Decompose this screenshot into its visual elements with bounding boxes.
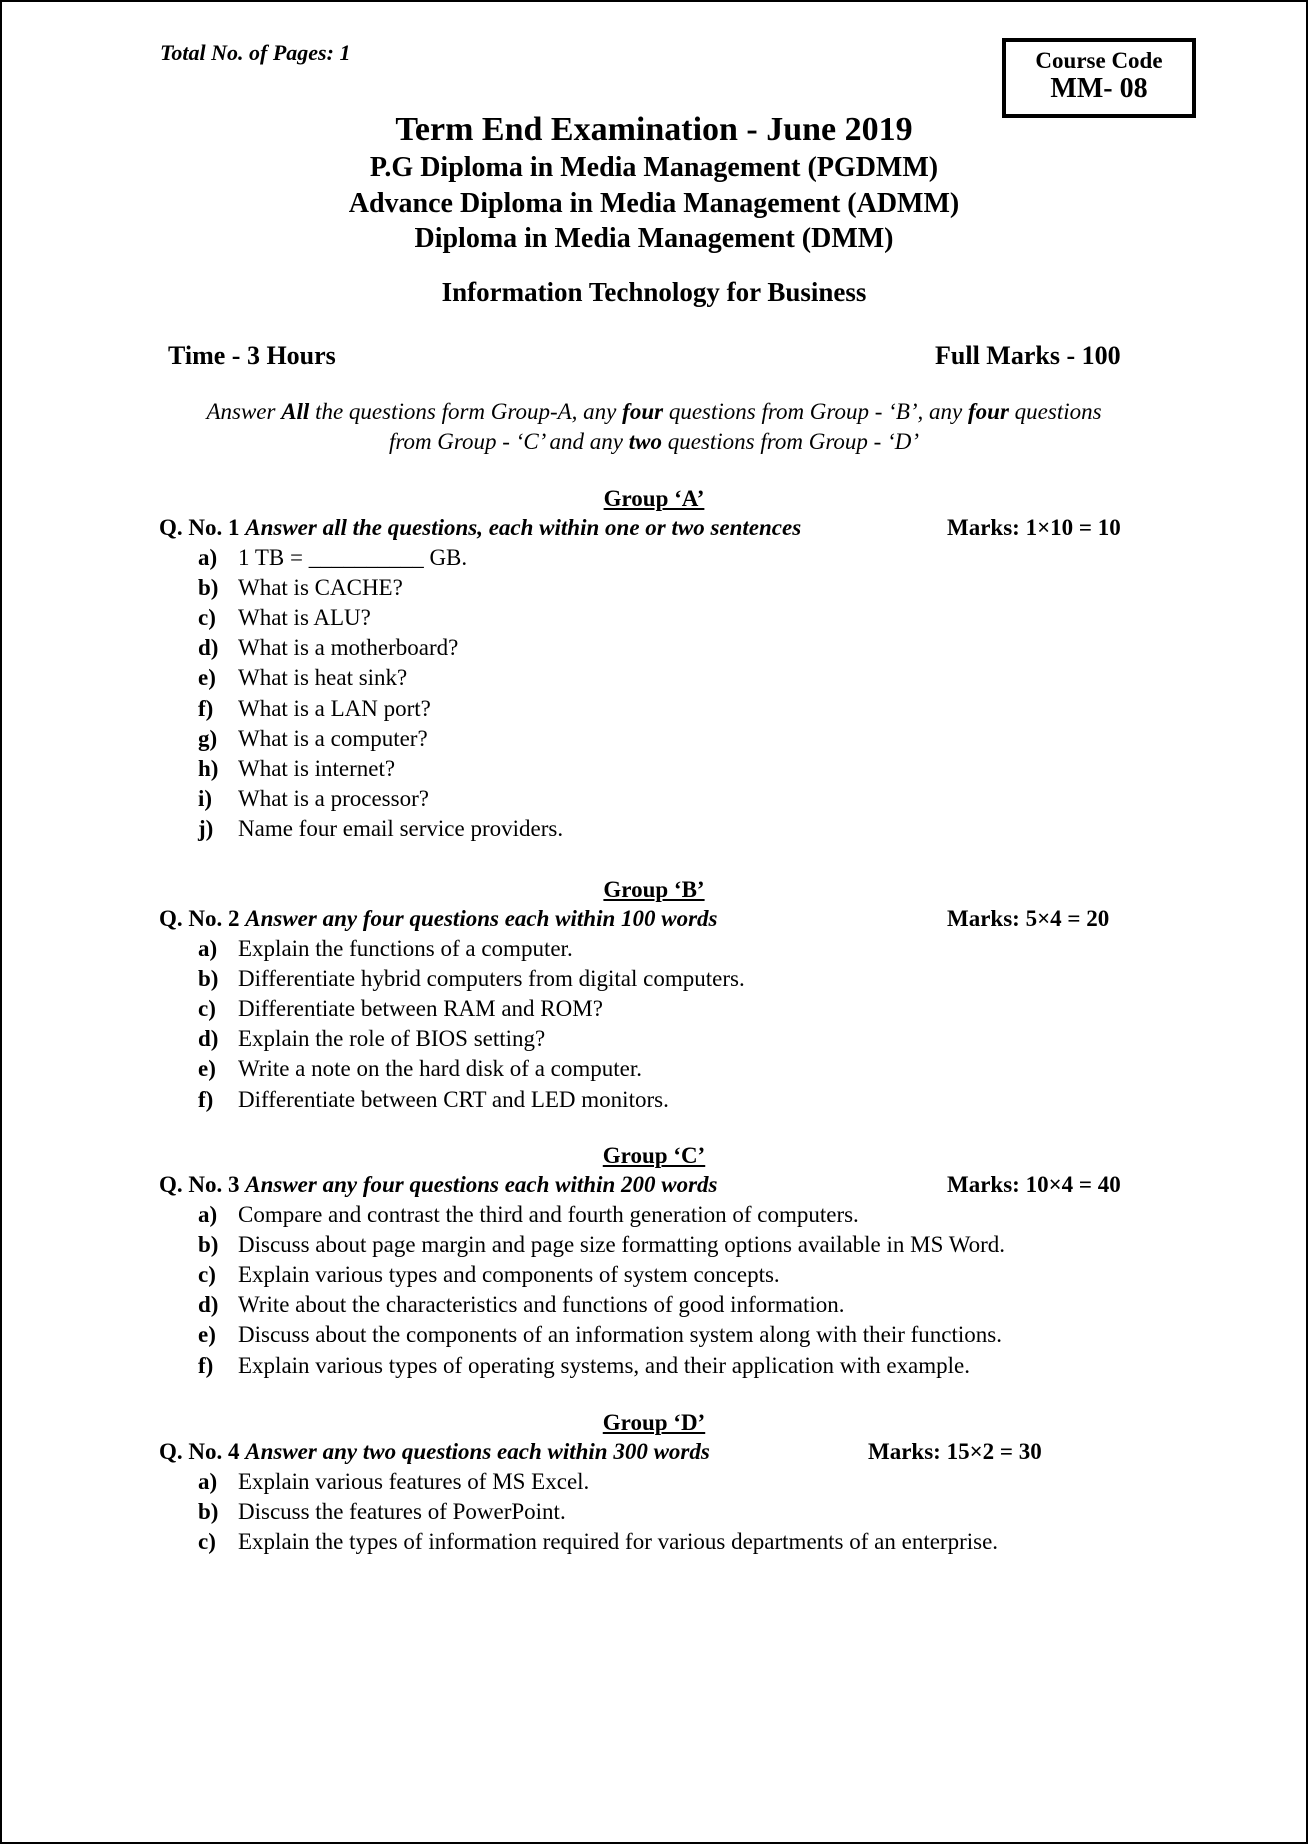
instr-emph: four [968, 399, 1009, 424]
item-text: Differentiate between CRT and LED monitors. [238, 1086, 669, 1112]
item-text: Explain various features of MS Excel. [238, 1469, 590, 1494]
question-item [198, 1322, 1002, 1348]
item-letter: e) [198, 1322, 216, 1348]
question-item [198, 786, 429, 812]
instr-text: questions from Group - ‘D’ [661, 429, 920, 454]
item-text: Discuss about the components of an information system along with their functions. [238, 1322, 1002, 1348]
question-instruction: Answer any four questions each within 100 words [245, 906, 718, 931]
item-letter: c) [198, 1529, 216, 1555]
item-text: What is heat sink? [238, 665, 408, 691]
question-item [198, 696, 431, 722]
question-marks: Marks: 5×4 = 20 [947, 906, 1110, 931]
question-item [198, 1353, 970, 1379]
item-text: What is ALU? [238, 605, 371, 631]
item-text: 1 TB = __________ GB. [238, 545, 468, 570]
item-letter: h) [198, 755, 219, 781]
item-letter: d) [198, 1026, 219, 1052]
question-item [198, 1026, 545, 1052]
question-item [198, 726, 428, 752]
item-letter: b) [198, 966, 219, 992]
question-item [198, 816, 563, 842]
question-number: Q. No. 4 [159, 1439, 240, 1464]
question-item [198, 665, 407, 691]
instr-emph: All [281, 399, 310, 424]
question-item [198, 1056, 642, 1082]
item-letter: b) [198, 1232, 219, 1258]
item-text: Discuss about page margin and page size formatting options available in MS Word. [238, 1232, 1006, 1258]
question-item [198, 1529, 998, 1555]
group-title: Group ‘C’ [602, 1143, 706, 1168]
item-letter: a) [198, 936, 218, 961]
time-allowed: Time - 3 Hours [168, 341, 336, 370]
item-text: What is a computer? [238, 725, 428, 751]
question-item [198, 1202, 859, 1228]
group-title: Group ‘B’ [603, 877, 705, 902]
item-letter: b) [198, 1499, 219, 1525]
question-item [198, 1469, 589, 1495]
instr-text: the questions form Group-A, any [309, 399, 623, 424]
question-number: Q. No. 2 [159, 906, 240, 931]
question-item [198, 575, 403, 601]
item-text: Discuss the features of PowerPoint. [238, 1499, 566, 1525]
question-marks: Marks: 15×2 = 30 [868, 1439, 1042, 1464]
question-item [198, 1292, 844, 1318]
item-letter: g) [198, 725, 218, 751]
question-item [198, 635, 458, 661]
instr-text: from Group - ‘C’ and any [388, 429, 629, 454]
item-letter: i) [198, 785, 213, 811]
item-text: Name four email service providers. [238, 815, 564, 841]
question-header [159, 1172, 718, 1198]
course-code-box [1002, 38, 1196, 118]
question-item [198, 936, 573, 962]
item-text: Differentiate between RAM and ROM? [238, 996, 603, 1022]
group-title: Group ‘D’ [602, 1410, 706, 1435]
instr-text: Answer [206, 399, 282, 424]
instr-emph: two [628, 429, 662, 454]
question-header [159, 1439, 710, 1465]
question-item [198, 1262, 780, 1288]
exam-title: Term End Examination - June 2019 [395, 111, 913, 148]
item-text: Write about the characteristics and functions of good information. [238, 1292, 845, 1318]
group-title: Group ‘A’ [603, 486, 705, 511]
question-number: Q. No. 1 [159, 515, 240, 540]
item-letter: f) [198, 1352, 214, 1378]
question-item [198, 605, 371, 631]
course-code: MM- 08 [1050, 73, 1148, 104]
instr-text: questions [1008, 399, 1102, 424]
question-item [198, 756, 395, 782]
item-text: Explain the functions of a computer. [238, 936, 573, 961]
item-letter: a) [198, 545, 218, 570]
question-item [198, 996, 603, 1022]
question-item [198, 1499, 566, 1525]
instr-text: questions from Group - ‘B’, any [663, 399, 968, 424]
question-item [198, 1232, 1005, 1258]
item-text: Differentiate hybrid computers from digital computers. [238, 966, 745, 992]
item-text: Explain various types of operating systems, and their application with example. [238, 1352, 970, 1378]
program-pgdmm: P.G Diploma in Media Management (PGDMM) [369, 152, 939, 183]
item-letter: f) [198, 1086, 214, 1112]
item-letter: e) [198, 665, 216, 691]
total-pages: Total No. of Pages: 1 [160, 40, 351, 65]
question-item [198, 966, 745, 992]
question-header [159, 515, 801, 541]
question-header [159, 906, 718, 932]
program-dmm: Diploma in Media Management (DMM) [414, 223, 894, 254]
instructions-line-1 [0, 397, 1308, 427]
item-text: What is internet? [238, 755, 396, 781]
item-letter: f) [198, 695, 214, 721]
item-text: What is CACHE? [238, 575, 403, 601]
item-letter: b) [198, 575, 219, 601]
item-letter: c) [198, 996, 216, 1022]
item-letter: j) [198, 815, 214, 841]
item-text: Write a note on the hard disk of a computer. [238, 1056, 643, 1082]
instructions [0, 397, 1308, 457]
item-text: Compare and contrast the third and fourth generation of computers. [238, 1202, 859, 1227]
item-text: What is a processor? [238, 785, 429, 811]
item-text: Explain various types and components of system concepts. [238, 1262, 780, 1288]
item-letter: c) [198, 605, 216, 631]
subject-title: Information Technology for Business [441, 277, 867, 307]
full-marks: Full Marks - 100 [935, 341, 1121, 370]
item-letter: a) [198, 1469, 218, 1494]
question-instruction: Answer any two questions each within 300 words [245, 1439, 710, 1464]
item-letter: a) [198, 1202, 218, 1227]
item-letter: d) [198, 635, 219, 661]
item-letter: d) [198, 1292, 219, 1318]
question-marks: Marks: 1×10 = 10 [947, 515, 1121, 540]
question-item [198, 1087, 669, 1113]
question-instruction: Answer any four questions each within 200 words [245, 1172, 718, 1197]
program-admm: Advance Diploma in Media Management (ADMM) [348, 188, 960, 219]
item-letter: e) [198, 1056, 216, 1082]
question-marks: Marks: 10×4 = 40 [947, 1172, 1121, 1197]
item-text: Explain the types of information required for various departments of an enterprise. [238, 1529, 999, 1555]
course-code-label: Course Code [1035, 48, 1163, 73]
question-number: Q. No. 3 [159, 1172, 240, 1197]
item-text: What is a LAN port? [238, 695, 431, 721]
question-item [198, 545, 467, 571]
instr-emph: four [622, 399, 664, 424]
instructions-line-2 [0, 427, 1308, 457]
question-instruction: Answer all the questions, each within one or two sentences [245, 515, 802, 540]
item-text: What is a motherboard? [238, 635, 459, 661]
item-text: Explain the role of BIOS setting? [238, 1026, 546, 1052]
item-letter: c) [198, 1262, 216, 1288]
